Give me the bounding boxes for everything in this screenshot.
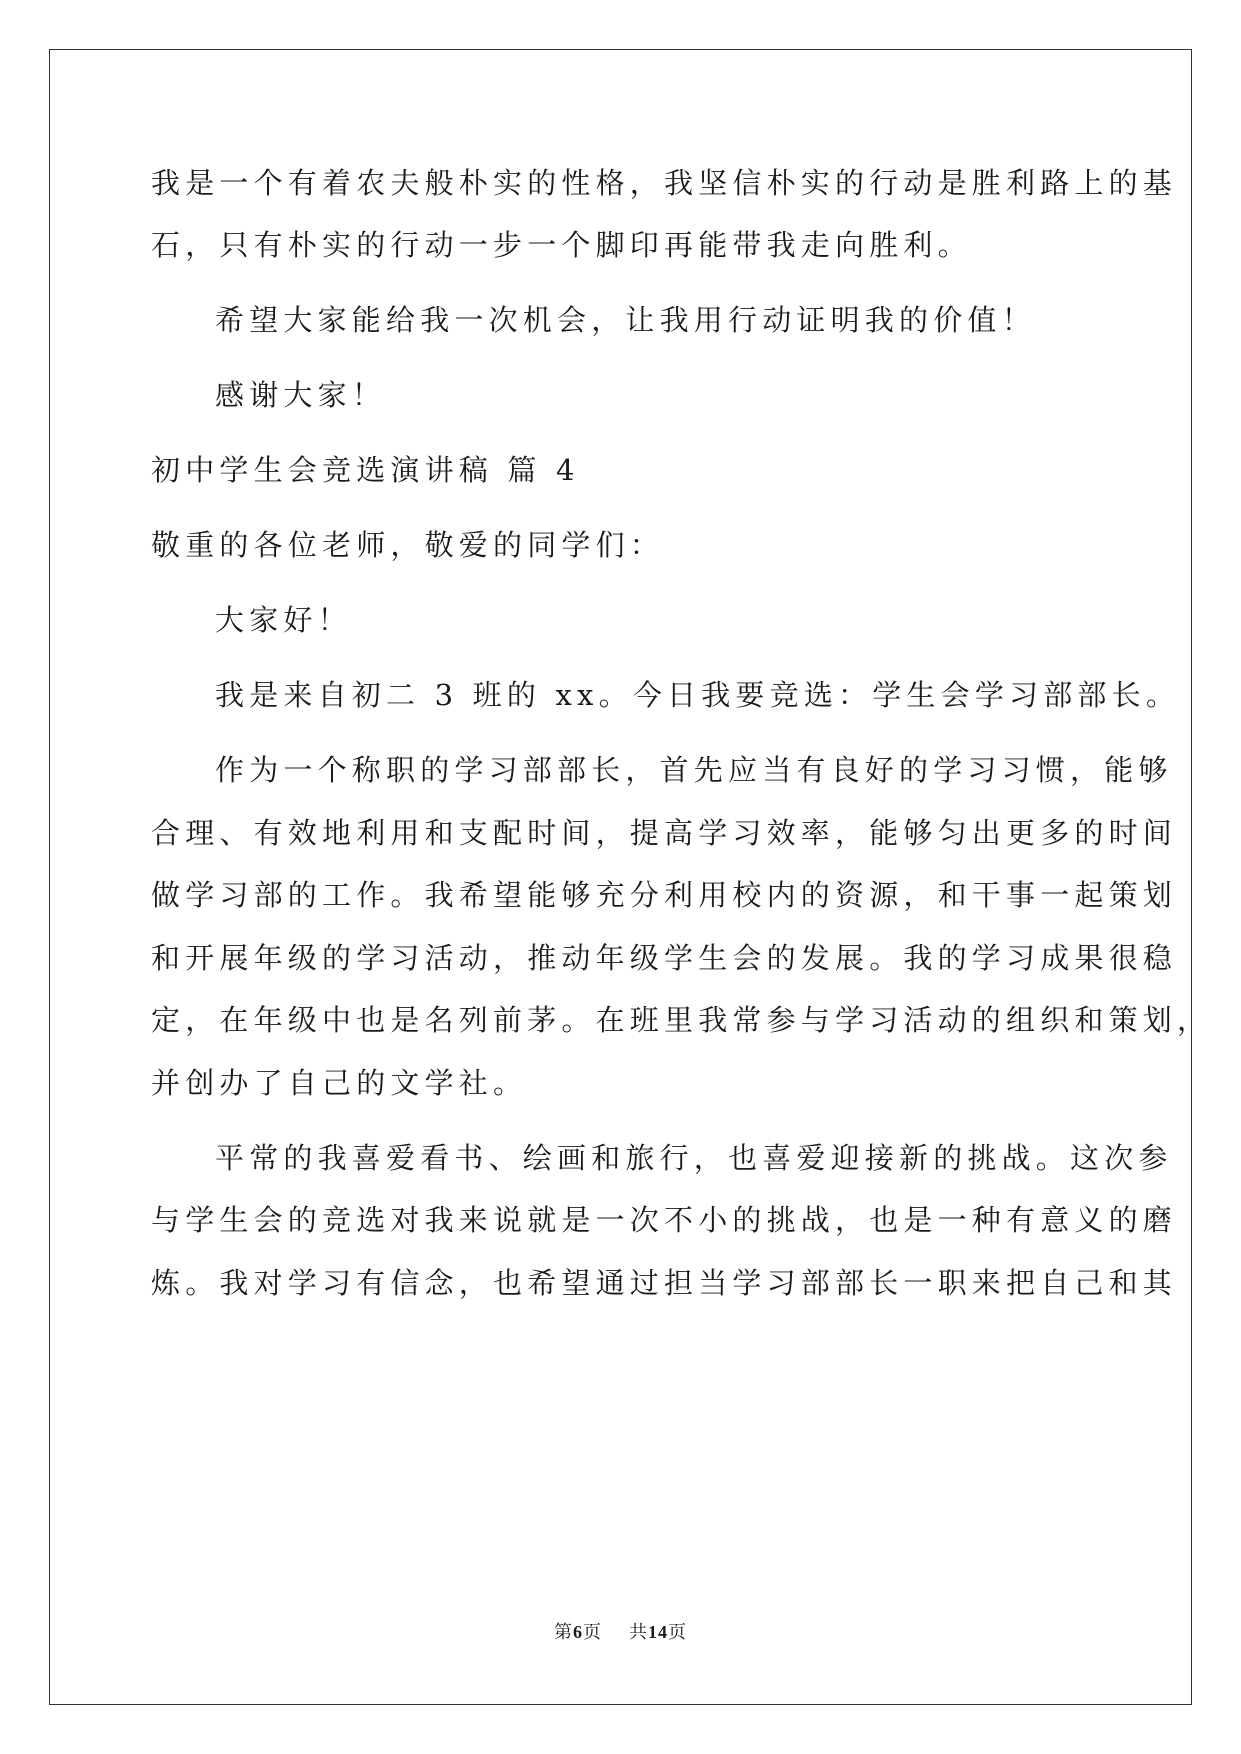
salutation: 敬重的各位老师，敬爱的同学们： bbox=[151, 528, 665, 562]
paragraph-line: 感谢大家！ bbox=[215, 378, 387, 412]
paragraph-line: 炼。我对学习有信念，也希望通过担当学习部部长一职来把自己和其 bbox=[151, 1266, 1178, 1300]
paragraph-line: 我是来自初二 3 班的 xx。今日我要竞选：学生会学习部部长。 bbox=[215, 678, 1181, 712]
paragraph-line: 石，只有朴实的行动一步一个脚印再能带我走向胜利。 bbox=[151, 228, 972, 262]
page-total: 14 bbox=[647, 1622, 668, 1642]
paragraph-line: 做学习部的工作。我希望能够充分利用校内的资源，和干事一起策划 bbox=[151, 878, 1178, 912]
paragraph-line: 作为一个称职的学习部部长，首先应当有良好的学习习惯，能够 bbox=[215, 753, 1173, 787]
page-suffix: 页 bbox=[583, 1622, 603, 1643]
paragraph-line: 与学生会的竞选对我来说就是一次不小的挑战，也是一种有意义的磨 bbox=[151, 1203, 1178, 1237]
paragraph-line: 希望大家能给我一次机会，让我用行动证明我的价值！ bbox=[215, 303, 1036, 337]
greeting: 大家好！ bbox=[215, 603, 352, 637]
page-number: 6 bbox=[573, 1622, 584, 1642]
page-prefix: 第 bbox=[554, 1622, 574, 1643]
paragraph-line: 平常的我喜爱看书、绘画和旅行，也喜爱迎接新的挑战。这次参 bbox=[215, 1141, 1173, 1175]
paragraph-line: 我是一个有着农夫般朴实的性格，我坚信朴实的行动是胜利路上的基 bbox=[151, 166, 1178, 200]
total-suffix: 页 bbox=[667, 1622, 687, 1643]
paragraph-line: 并创办了自己的文学社。 bbox=[151, 1066, 528, 1100]
paragraph-line: 合理、有效地利用和支配时间，提高学习效率，能够匀出更多的时间 bbox=[151, 816, 1178, 850]
total-prefix: 共 bbox=[628, 1622, 648, 1643]
paragraph-line: 定，在年级中也是名列前茅。在班里我常参与学习活动的组织和策划， bbox=[151, 1003, 1212, 1037]
section-heading: 初中学生会竞选演讲稿 篇 4 bbox=[151, 453, 580, 487]
page-footer bbox=[0, 1618, 1241, 1644]
paragraph-line: 和开展年级的学习活动，推动年级学生会的发展。我的学习成果很稳 bbox=[151, 941, 1178, 975]
